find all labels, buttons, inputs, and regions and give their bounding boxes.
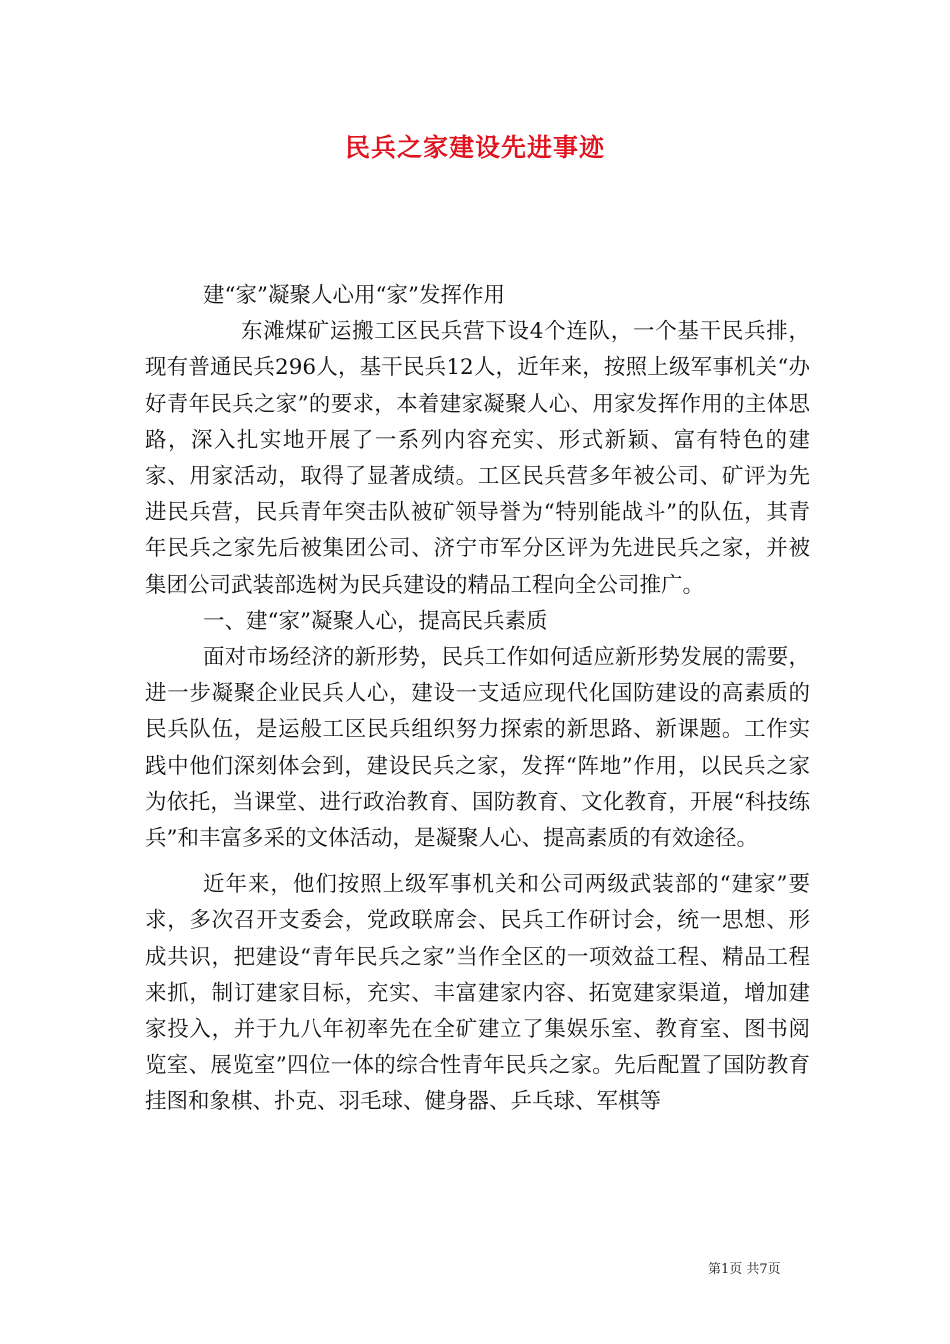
paragraph-spacer xyxy=(145,857,810,867)
document-body xyxy=(145,278,810,1121)
section-heading-1: 一、建“家”凝聚人心，提高民兵素质 xyxy=(203,608,548,634)
paragraph-intro: 东滩煤矿运搬工区民兵营下设4个连队，一个基干民兵排，现有普通民兵296人，基干民兵12人，近年来，按照上级军事机关“办好青年民兵之家”的要求，本着建家凝聚人心、用家发挥作用的主体思路，深入扎实地开展了一系列内容充实、形式新颖、富有特色的建家、用家活动，取得了显著成绩。工区民兵营多年被公司、矿评为先进民兵营，民兵青年突击队被矿领导誉为“特别能战斗”的队伍，其青年民兵之家先后被集团公司、济宁市军分区评为先进民兵之家，并被集团公司武装部选树为民兵建设的精品工程向全公司推广。 xyxy=(145,319,810,598)
document-title: 民兵之家建设先进事迹 xyxy=(344,133,605,162)
page-number-footer: 第1页 共7页 xyxy=(708,1262,781,1277)
paragraph-recent-years: 近年来，他们按照上级军事机关和公司两级武装部的“建家”要求，多次召开支委会，党政联席会、民兵工作研讨会，统一思想、形成共识，把建设“青年民兵之家”当作全区的一项效益工程、精品工程来抓，制订建家目标，充实、丰富建家内容、拓宽建家渠道，增加建家投入，并于九八年初率先在全矿建立了集娱乐室、教育室、图书阅览室、展览室”四位一体的综合性青年民兵之家。先后配置了国防教育挂图和象棋、扑克、羽毛球、健身器、乒乓球、军棋等 xyxy=(145,872,810,1115)
document-subtitle: 建“家”凝聚人心用“家”发挥作用 xyxy=(203,283,505,308)
paragraph-section-1: 面对市场经济的新形势，民兵工作如何适应新形势发展的需要，进一步凝聚企业民兵人心，建设一支适应现代化国防建设的高素质的民兵队伍，是运般工区民兵组织努力探索的新思路、新课题。工作实践中他们深刻体会到，建设民兵之家，发挥“阵地”作用，以民兵之家为依托，当课堂、进行政治教育、国防教育、文化教育，开展“科技练兵”和丰富多采的文体活动，是凝聚人心、提高素质的有效途径。 xyxy=(145,645,810,852)
